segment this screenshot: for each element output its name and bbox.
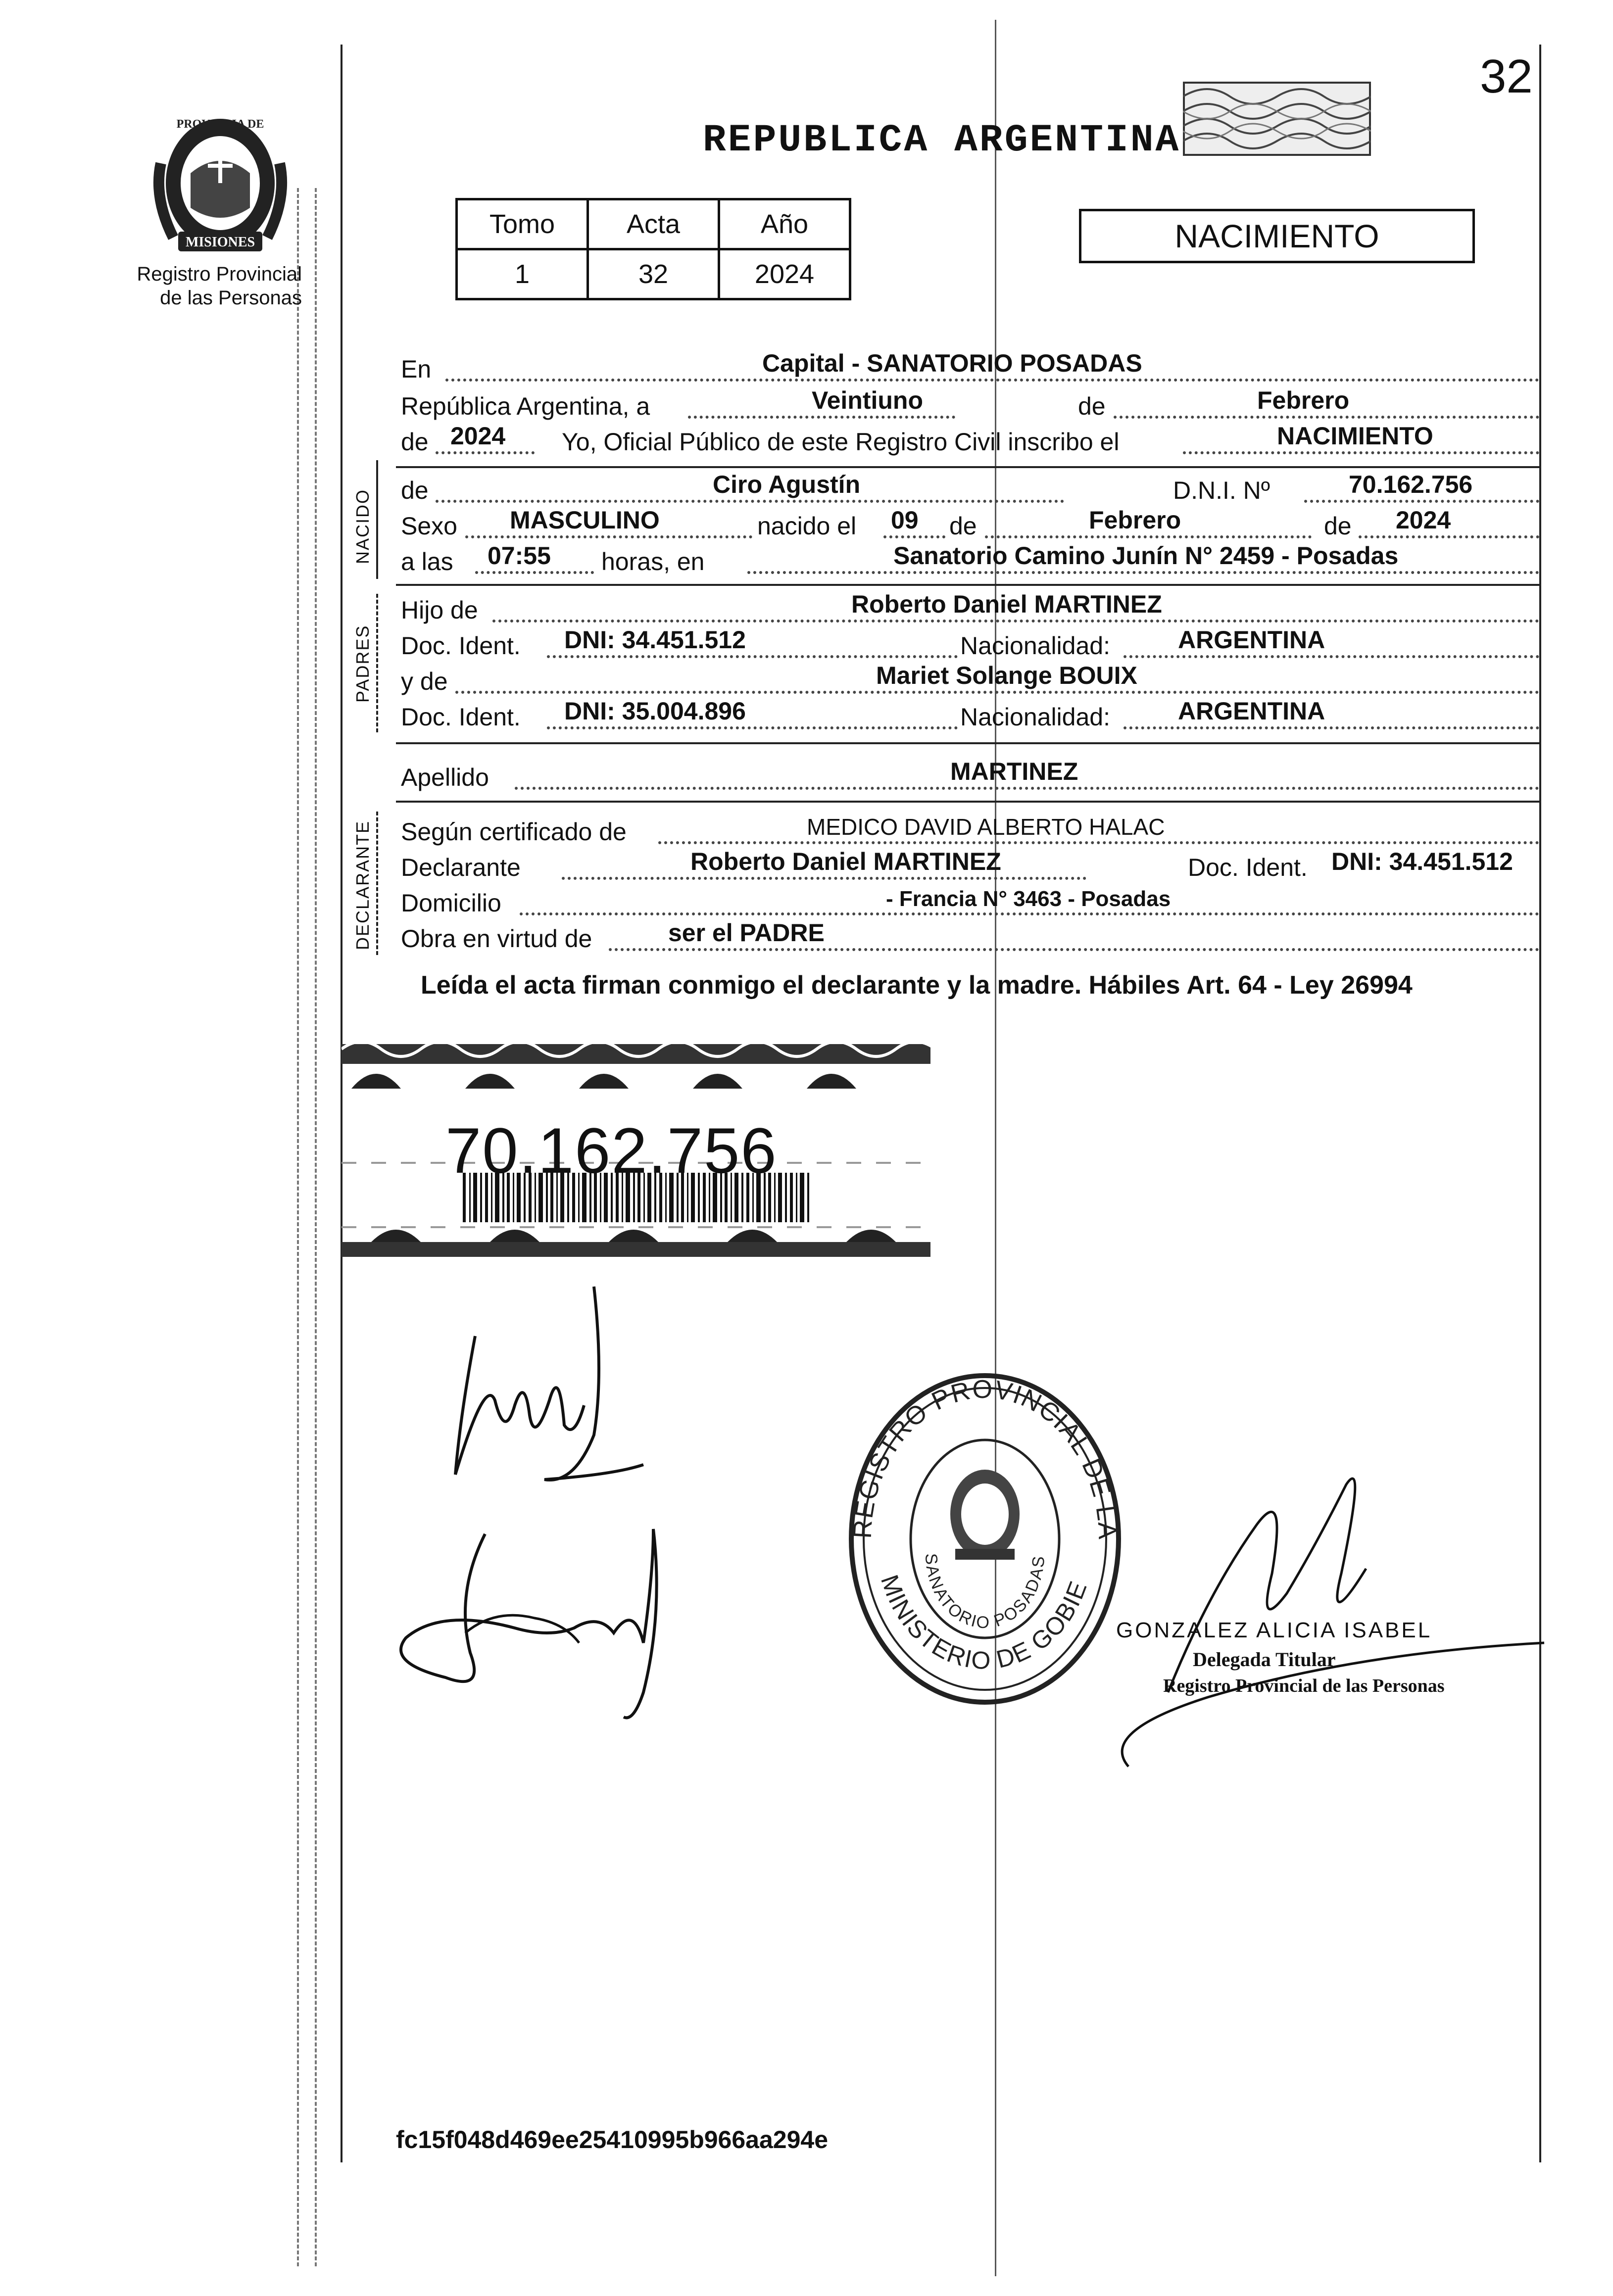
sexo-value: MASCULINO — [510, 506, 660, 534]
anio-value: 2024 — [450, 422, 506, 450]
declarante-doc: DNI: 34.451.512 — [1331, 848, 1513, 875]
row-en — [401, 349, 1539, 384]
de-label-1: de — [1078, 392, 1106, 420]
en-value: Capital - SANATORIO POSADAS — [762, 349, 1142, 377]
nacido-mes: Febrero — [1089, 506, 1181, 534]
padre-doc: DNI: 34.451.512 — [564, 626, 746, 654]
obra-value: ser el PADRE — [668, 919, 825, 947]
nacido-anio: 2024 — [1396, 506, 1451, 534]
page-number: 32 — [1480, 50, 1533, 103]
row-padre-doc — [401, 625, 1539, 661]
declarante-doc-label: Doc. Ident. — [1188, 854, 1308, 881]
nacido-section-label: NACIDO — [352, 488, 373, 564]
en-label: En — [401, 355, 432, 383]
official-stamp — [841, 1366, 1128, 1712]
declarante-nombre: Roberto Daniel MARTINEZ — [690, 848, 1001, 875]
nacido-nombre: Ciro Agustín — [713, 471, 861, 498]
nacido-dni: 70.162.756 — [1349, 471, 1473, 498]
closing-text: Leída el acta firman conmigo el declarante y la madre. Hábiles Art. 64 - Ley 26994 — [421, 971, 1413, 1000]
right-margin-line — [1539, 45, 1541, 2162]
apellido-value: MARTINEZ — [950, 758, 1078, 785]
separator-3 — [396, 742, 1539, 744]
nacido-dni-label: D.N.I. Nº — [1173, 477, 1271, 504]
signature-declarante — [426, 1277, 683, 1504]
declarante-section-label: DECLARANTE — [352, 820, 373, 950]
nacido-dia: 09 — [891, 506, 919, 534]
sexo-label: Sexo — [401, 512, 457, 540]
perforation-line-1 — [297, 188, 299, 2266]
de-label-2: de — [401, 428, 429, 456]
inscripcion-value: NACIMIENTO — [1277, 422, 1433, 450]
padre-doc-label: Doc. Ident. — [401, 632, 521, 660]
nacido-lugar: Sanatorio Camino Junín N° 2459 - Posadas — [893, 542, 1399, 570]
value-anio: 2024 — [719, 249, 850, 299]
value-acta: 32 — [588, 249, 719, 299]
logo-text-bottom: MISIONES — [185, 235, 255, 250]
row-nacido-sexo — [401, 506, 1539, 541]
country-title: REPUBLICA ARGENTINA — [703, 119, 1181, 162]
apellido-label: Apellido — [401, 764, 489, 791]
hijo-de-label: Hijo de — [401, 596, 478, 624]
row-domicilio — [401, 883, 1539, 918]
signature-madre — [386, 1514, 703, 1722]
official-title: Delegada Titular — [1193, 1648, 1336, 1671]
row-madre-doc — [401, 697, 1539, 732]
separator-4 — [396, 801, 1539, 803]
declarante-label: Declarante — [401, 854, 521, 881]
republica-label: República Argentina, a — [401, 392, 650, 420]
separator-2 — [396, 584, 1539, 586]
horas-en-label: horas, en — [601, 548, 705, 575]
row-madre — [401, 661, 1539, 697]
nacido-el-label: nacido el — [757, 512, 857, 540]
nacido-de-label: de — [401, 477, 429, 504]
row-nacido-hora — [401, 541, 1539, 577]
domicilio-label: Domicilio — [401, 889, 501, 917]
official-office: Registro Provincial de las Personas — [1163, 1675, 1445, 1696]
registry-label-line1: Registro Provincial — [137, 263, 302, 285]
province-logo — [144, 99, 297, 257]
a-las-label: a las — [401, 548, 453, 575]
header-tomo: Tomo — [457, 199, 588, 249]
certificado-value: MEDICO DAVID ALBERTO HALAC — [807, 814, 1165, 840]
padres-bracket — [376, 594, 378, 732]
row-inscribo — [401, 422, 1539, 457]
segun-label: Según certificado de — [401, 818, 627, 846]
row-certificado — [401, 812, 1539, 847]
record-table — [455, 198, 851, 300]
nacido-hora: 07:55 — [488, 542, 551, 570]
row-republica — [401, 386, 1539, 422]
registry-label — [124, 262, 302, 310]
perforation-line-2 — [315, 188, 317, 2266]
logo-text-top: PROVINCIA DE — [176, 118, 264, 131]
nacido-de-label-2: de — [949, 512, 977, 540]
barcode-number: 70.162.756 — [445, 1114, 778, 1187]
nacido-de-label-3: de — [1324, 512, 1352, 540]
separator-1 — [396, 466, 1539, 468]
row-nacido-nombre — [401, 470, 1539, 506]
row-obra — [401, 918, 1539, 954]
value-tomo: 1 — [457, 249, 588, 299]
stamp-outer-text: REGISTRO PROVINCIAL DE LA — [848, 1375, 1122, 1541]
madre-nacionalidad: ARGENTINA — [1178, 697, 1325, 725]
record-type-box: NACIMIENTO — [1079, 209, 1475, 263]
obra-label: Obra en virtud de — [401, 925, 592, 953]
y-de-label: y de — [401, 668, 448, 695]
row-apellido — [401, 757, 1539, 793]
madre-nac-label: Nacionalidad: — [960, 703, 1110, 731]
madre-nombre: Mariet Solange BOUIX — [876, 662, 1137, 689]
row-declarante — [401, 847, 1539, 883]
madre-doc-label: Doc. Ident. — [401, 703, 521, 731]
domicilio-value: - Francia N° 3463 - Posadas — [886, 887, 1171, 911]
security-hologram — [1183, 82, 1371, 156]
document-hash: fc15f048d469ee25410995b966aa294e — [396, 2126, 828, 2153]
declarante-bracket — [376, 812, 378, 955]
registry-label-line2: de las Personas — [160, 287, 302, 309]
dia-value: Veintiuno — [812, 386, 923, 414]
stamp-inner-text: SANATORIO POSADAS — [921, 1552, 1049, 1632]
madre-doc: DNI: 35.004.896 — [564, 697, 746, 725]
header-acta: Acta — [588, 199, 719, 249]
padre-nac-label: Nacionalidad: — [960, 632, 1110, 660]
padres-section-label: PADRES — [352, 624, 373, 703]
header-anio: Año — [719, 199, 850, 249]
nacido-bracket — [376, 460, 378, 579]
row-padre — [401, 590, 1539, 625]
mes-value: Febrero — [1257, 386, 1350, 414]
official-name: GONZALEZ ALICIA ISABEL — [1116, 1618, 1432, 1642]
padre-nacionalidad: ARGENTINA — [1178, 626, 1325, 654]
padre-nombre: Roberto Daniel MARTINEZ — [851, 590, 1162, 618]
oficial-text: Yo, Oficial Público de este Registro Civil inscribo el — [562, 428, 1120, 456]
stamp-bottom-text: MINISTERIO DE GOBIE — [875, 1571, 1093, 1675]
